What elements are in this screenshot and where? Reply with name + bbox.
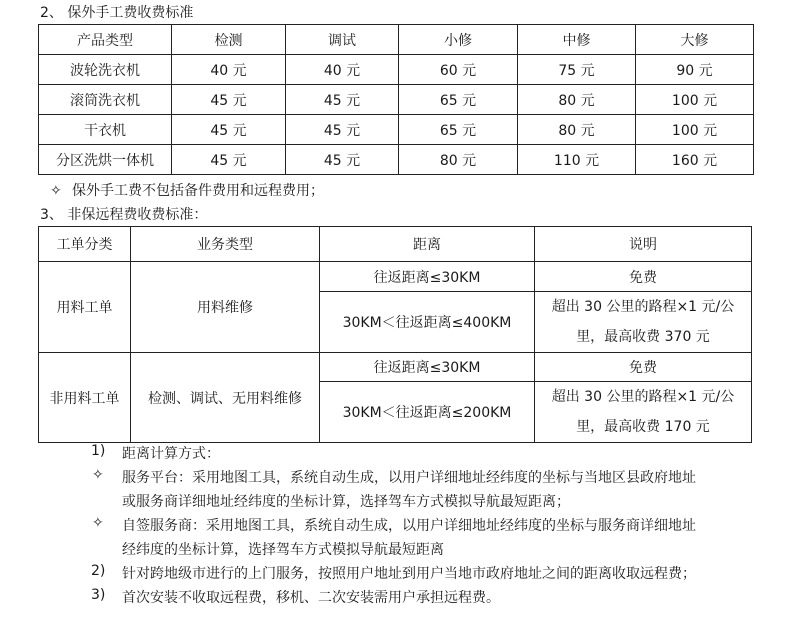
table-cell: 60 元	[399, 55, 518, 85]
business-cell: 检测、调试、无用料维修	[131, 353, 320, 443]
header-cell: 调试	[286, 25, 399, 55]
category-cell: 用料工单	[39, 262, 131, 353]
table-cell: 100 元	[636, 115, 754, 145]
bullet-2-line-1: 自签服务商：采用地图工具，系统自动生成，以用户详细地址经纬度的坐标与服务商详细地址	[122, 518, 696, 534]
desc-line: 超出 30 公里的路程×1 元/公	[551, 299, 735, 315]
section2-heading: 2、 保外手工费收费标准	[40, 5, 194, 21]
header-cell: 产品类型	[39, 25, 172, 55]
labor-fee-note	[50, 180, 324, 200]
note-text: 保外手工费不包括备件费用和远程费用；	[72, 183, 324, 199]
note-1-text: 距离计算方式：	[122, 446, 220, 462]
table-cell: 分区洗烘一体机	[39, 145, 172, 175]
distance-cell: 30KM＜往返距离≤400KM	[320, 292, 535, 353]
table-row	[39, 85, 754, 115]
business-cell: 用料维修	[131, 262, 320, 353]
bullet-1-line-1: 服务平台：采用地图工具，系统自动生成，以用户详细地址经纬度的坐标与当地区县政府地址	[122, 470, 696, 486]
header-cell: 大修	[636, 25, 754, 55]
table-cell: 75 元	[518, 55, 636, 85]
table-row	[39, 115, 754, 145]
table-cell: 45 元	[172, 85, 286, 115]
table-cell: 100 元	[636, 85, 754, 115]
desc-cell	[535, 292, 752, 353]
table-cell: 80 元	[518, 115, 636, 145]
distance-cell: 往返距离≤30KM	[320, 353, 535, 382]
header-cell: 中修	[518, 25, 636, 55]
category-cell: 非用料工单	[39, 353, 131, 443]
note-3-text: 首次安装不收取远程费，移机、二次安装需用户承担远程费。	[122, 590, 500, 606]
table-row	[39, 353, 752, 382]
table-cell: 45 元	[286, 85, 399, 115]
header-cell: 小修	[399, 25, 518, 55]
table-cell: 40 元	[286, 55, 399, 85]
header-cell: 检测	[172, 25, 286, 55]
distance-cell: 往返距离≤30KM	[320, 262, 535, 292]
bullet-2-line-2: 经纬度的坐标计算，选择驾车方式模拟导航最短距离	[122, 542, 444, 558]
header-cell: 距离	[320, 227, 535, 262]
labor-fee-table	[38, 24, 754, 175]
table-cell: 波轮洗衣机	[39, 55, 172, 85]
table-row	[39, 145, 754, 175]
remote-fee-table	[38, 226, 752, 443]
desc-cell: 免费	[535, 353, 752, 382]
table-cell: 65 元	[399, 85, 518, 115]
desc-cell	[535, 382, 752, 443]
note-2-text: 针对跨地级市进行的上门服务，按照用户地址到用户当地市政府地址之间的距离收取远程费；	[122, 566, 696, 582]
table-cell: 45 元	[172, 145, 286, 175]
section3-heading: 3、 非保远程费收费标准：	[40, 207, 208, 223]
desc-line: 里，最高收费 170 元	[576, 419, 710, 435]
table-cell: 110 元	[518, 145, 636, 175]
bullet-1-line-2: 或服务商详细地址经纬度的坐标计算，选择驾车方式模拟导航最短距离；	[122, 494, 570, 510]
table-cell: 45 元	[286, 145, 399, 175]
table-cell: 80 元	[399, 145, 518, 175]
table-cell: 80 元	[518, 85, 636, 115]
table-row	[39, 262, 752, 292]
table-header-row	[39, 227, 752, 262]
table-cell: 干衣机	[39, 115, 172, 145]
note-3-number: 3)	[91, 587, 106, 603]
header-cell: 工单分类	[39, 227, 131, 262]
desc-cell: 免费	[535, 262, 752, 292]
table-cell: 45 元	[172, 115, 286, 145]
desc-line: 里，最高收费 370 元	[576, 329, 710, 345]
note-1-number: 1)	[91, 443, 106, 459]
table-cell: 滚筒洗衣机	[39, 85, 172, 115]
distance-cell: 30KM＜往返距离≤200KM	[320, 382, 535, 443]
diamond-bullet-icon: ✧	[50, 183, 62, 199]
table-cell: 160 元	[636, 145, 754, 175]
table-row	[39, 55, 754, 85]
table-cell: 65 元	[399, 115, 518, 145]
diamond-bullet-icon: ✧	[92, 467, 104, 483]
table-cell: 40 元	[172, 55, 286, 85]
header-cell: 说明	[535, 227, 752, 262]
table-header-row	[39, 25, 754, 55]
note-2-number: 2)	[91, 563, 106, 579]
table-cell: 45 元	[286, 115, 399, 145]
diamond-bullet-icon: ✧	[92, 515, 104, 531]
header-cell: 业务类型	[131, 227, 320, 262]
desc-line: 超出 30 公里的路程×1 元/公	[551, 389, 735, 405]
table-cell: 90 元	[636, 55, 754, 85]
